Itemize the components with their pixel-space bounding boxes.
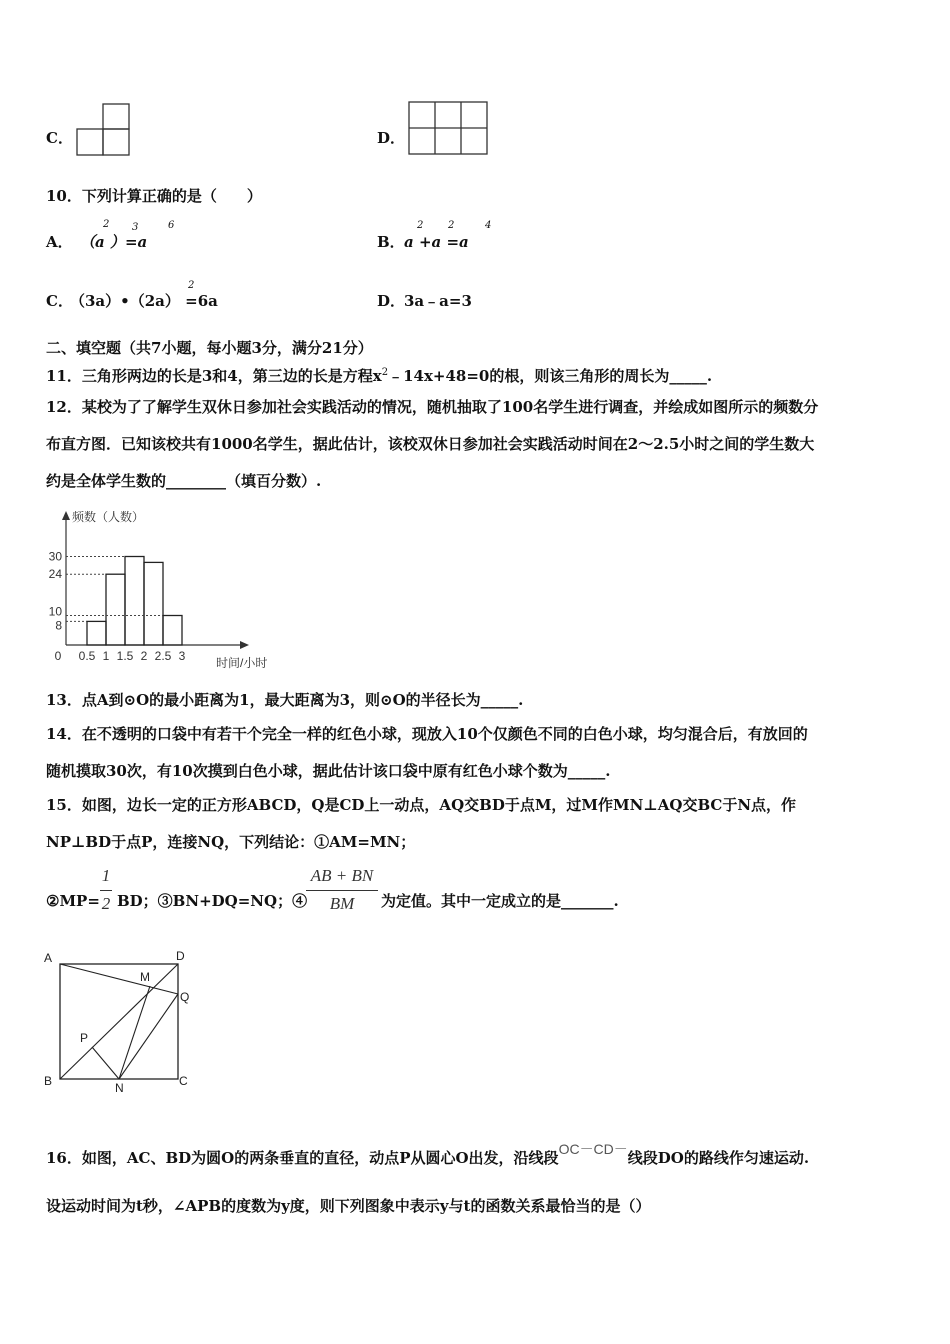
- y-tick-label: 10: [48, 604, 62, 619]
- y-tick-label: 8: [55, 618, 62, 633]
- diagonal-bd: [60, 964, 178, 1079]
- point-p-label: P: [80, 1031, 89, 1045]
- q10-option-a-expr: （a ）=a: [80, 233, 148, 251]
- q10-option-b-label: B．: [377, 233, 405, 251]
- q9-option-c-figure: [76, 103, 132, 157]
- q16-line-1-b: 线段DO的路线作匀速运动.: [627, 1149, 810, 1167]
- q10-option-c-expr: （3a）•（2a） =6a: [70, 292, 218, 310]
- x-tick-label: 2: [140, 649, 148, 663]
- q10-a-sup-2: 3: [132, 222, 139, 233]
- q11-text-a: 11．三角形两边的长是3和4，第三边的长是方程x: [46, 367, 382, 385]
- q9c-square-3: [103, 104, 129, 129]
- q15-line-3-c: 为定值。其中一定成立的是_______.: [381, 892, 619, 910]
- q14-line-1: 14．在不透明的口袋中有若干个完全一样的红色小球，现放入10个仅颜色不同的白色小球，均匀混合后，有放回的: [46, 725, 808, 743]
- x-tick-label: 0: [54, 649, 62, 663]
- histogram-bar-2: [106, 574, 125, 645]
- segment-aq: [60, 964, 178, 994]
- q15-line-1: 15．如图，边长一定的正方形ABCD，Q是CD上一动点，AQ交BD于点M，过M作MN⊥AQ交BC于N点，作: [46, 796, 797, 814]
- point-a-label: A: [44, 951, 53, 965]
- point-d-label: D: [176, 949, 185, 963]
- q10-option-d-label: D．: [377, 292, 406, 310]
- q9-option-d-label: D．: [377, 129, 406, 147]
- point-q-label: Q: [180, 990, 190, 1004]
- q16-segment-notation: OC－CD－: [558, 1141, 628, 1157]
- x-tick-label: 0.5: [78, 649, 96, 663]
- q10-c-sup: 2: [188, 280, 195, 291]
- y-axis-title: 频数（人数）: [72, 510, 145, 524]
- q11-text-b: ﹣14x+48=0的根，则该三角形的周长为_____.: [388, 367, 713, 385]
- segment-mn: [119, 986, 150, 1079]
- histogram-bar-5: [163, 616, 182, 646]
- q15-frac1-denominator: 2: [101, 894, 111, 913]
- q16-line-1: [46, 1141, 810, 1168]
- q12-line-2: 布直方图．已知该校共有1000名学生，据此估计，该校双休日参加社会实践活动时间在2～2.5小时之间的学生数大: [46, 435, 815, 453]
- x-tick-label: 3: [178, 649, 186, 663]
- q10-b-sup-2: 2: [448, 220, 455, 231]
- q13-text: 13．点A到⊙O的最小距离为1，最大距离为3，则⊙O的半径长为_____.: [46, 691, 524, 709]
- point-c-label: C: [179, 1074, 188, 1088]
- y-tick-label: 30: [48, 549, 62, 564]
- y-tick-label: 24: [48, 567, 62, 582]
- section-2-heading: 二、填空题（共7小题，每小题3分，满分21分）: [46, 339, 373, 357]
- q12-line-3: 约是全体学生数的________（填百分数）.: [46, 472, 322, 490]
- q15-square-figure: [40, 944, 200, 1096]
- q12-histogram: [40, 505, 290, 675]
- point-n-label: N: [115, 1081, 124, 1095]
- segment-np: [92, 1047, 119, 1079]
- histogram-bar-1: [87, 621, 106, 645]
- q15-line-3-b: BD；③BN+DQ=NQ；④: [117, 892, 308, 910]
- q10-a-sup-3: 6: [168, 220, 175, 231]
- x-axis-title: 时间/小时: [216, 656, 268, 670]
- q10-b-sup-1: 2: [417, 220, 424, 231]
- x-tick-label: 2.5: [154, 649, 172, 663]
- segment-nq: [119, 994, 178, 1079]
- q15-frac2-bar: [306, 890, 378, 891]
- q10-a-sup-1: 2: [103, 219, 110, 230]
- q10-stem: 10．下列计算正确的是（ ）: [46, 187, 262, 205]
- q14-line-2: 随机摸取30次，有10次摸到白色小球，据此估计该口袋中原有红色小球个数为_____.: [46, 762, 611, 780]
- q9-option-d-figure: [408, 101, 490, 157]
- q15-frac1-numerator: 1: [101, 866, 111, 885]
- q15-line-3-a: ②MP=: [46, 892, 100, 910]
- q10-option-d-expr: 3a﹣a=3: [404, 292, 472, 310]
- q9-option-c-label: C．: [46, 129, 73, 147]
- q9c-square-1: [77, 129, 103, 155]
- q10-option-c-label: C．: [46, 292, 73, 310]
- q12-line-1: 12．某校为了了解学生双休日参加社会实践活动的情况，随机抽取了100名学生进行调查，并绘成如图所示的频数分: [46, 398, 819, 416]
- q16-line-2: 设运动时间为t秒，∠APB的度数为y度，则下列图象中表示y与t的函数关系最恰当的是（）: [46, 1197, 651, 1215]
- histogram-bar-3: [125, 557, 144, 646]
- x-tick-label: 1.5: [116, 649, 134, 663]
- q15-frac1-bar: [100, 890, 112, 891]
- histogram-bar-4: [144, 562, 163, 645]
- q10-option-a-label: A．: [46, 233, 73, 251]
- q9c-square-2: [103, 129, 129, 155]
- point-b-label: B: [44, 1074, 53, 1088]
- x-axis-arrow: [240, 641, 249, 649]
- q10-option-b-expr: a +a =a: [404, 233, 469, 251]
- point-m-label: M: [140, 970, 150, 984]
- q11-text: [46, 363, 712, 386]
- q15-line-2: NP⊥BD于点P，连接NQ，下列结论：①AM=MN；: [46, 833, 416, 851]
- q16-line-1-a: 16．如图，AC、BD为圆O的两条垂直的直径，动点P从圆心O出发，沿线段: [46, 1149, 559, 1167]
- q11-sup: 2: [381, 367, 389, 378]
- x-tick-label: 1: [102, 649, 110, 663]
- q15-frac2-denominator: BM: [329, 894, 355, 913]
- q10-b-sup-3: 4: [485, 220, 492, 231]
- y-axis-arrow: [62, 511, 70, 520]
- q15-frac2-numerator: AB + BN: [310, 866, 374, 885]
